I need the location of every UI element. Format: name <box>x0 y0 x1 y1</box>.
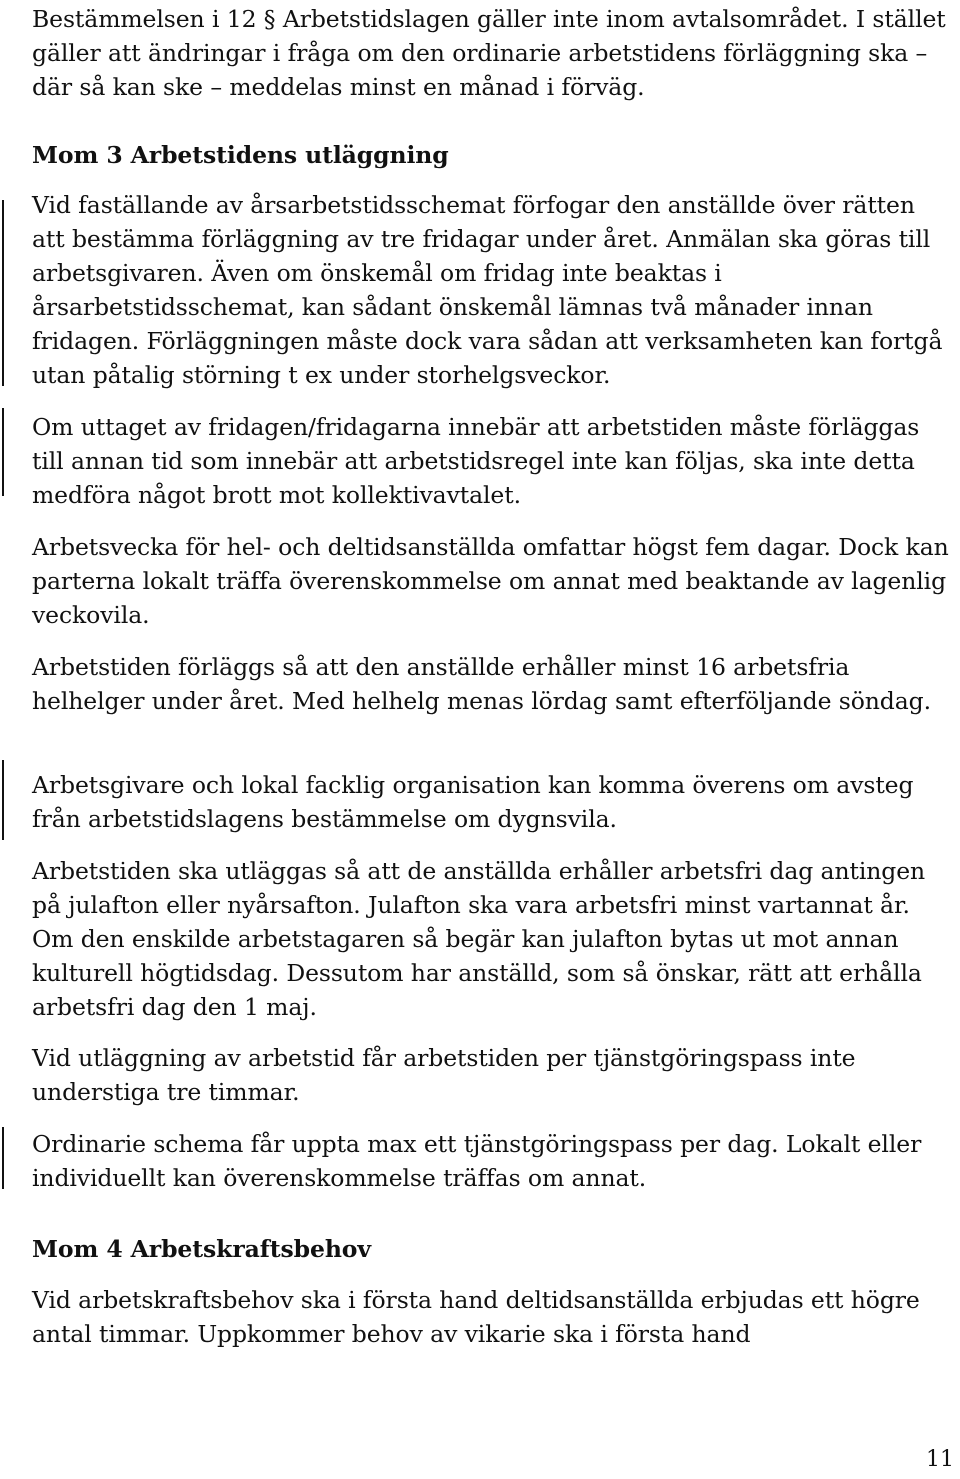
paragraph-arbetskraftsbehov: Vid arbetskraftsbehov ska i första hand deltidsanställda erbjudas ett högre antal timmar. Uppkommer behov av vikarie ska i första hand <box>32 1286 920 1348</box>
page-number: 11 <box>926 1447 954 1472</box>
change-bar <box>2 200 4 386</box>
paragraph-fridagar: Vid faställande av årsarbetstidsschemat förfogar den anställde över rätten att bestämma förläggning av tre fridagar under året. Anmälan ska göras till arbetsgivaren. Även om önskemål om fridag inte beaktas i årsarbetstidsschemat, kan sådant önskemål lämnas två månader innan fridagen. Förläggningen måste dock vara sådan att verksamheten kan fortgå utan påtalig störning t ex under storhelgsveckor. <box>32 191 943 389</box>
paragraph-tjanstgoringspass: Vid utläggning av arbetstid får arbetstiden per tjänstgöringspass inte understiga tre timmar. <box>32 1044 856 1106</box>
heading-mom-3: Mom 3 Arbetstidens utläggning <box>32 141 449 169</box>
change-bar <box>2 408 4 496</box>
paragraph-arbetstidslagen: Bestämmelsen i 12 § Arbetstidslagen gäller inte inom avtalsområdet. I stället gäller att ändringar i fråga om den ordinarie arbetstidens förläggning ska – där så kan ske – meddelas minst en månad i förväg. <box>32 5 946 101</box>
paragraph-ordinarie-schema: Ordinarie schema får uppta max ett tjänstgöringspass per dag. Lokalt eller individuellt kan överenskommelse träffas om annat. <box>32 1130 922 1192</box>
change-bar <box>2 760 4 840</box>
paragraph-arbetsvecka: Arbetsvecka för hel- och deltidsanställda omfattar högst fem dagar. Dock kan parterna lokalt träffa överenskommelse om annat med beaktande av lagenlig veckovila. <box>32 533 949 629</box>
change-bar <box>2 1127 4 1189</box>
paragraph-julafton: Arbetstiden ska utläggas så att de anställda erhåller arbetsfri dag antingen på julafton eller nyårsafton. Julafton ska vara arbetsfri minst vartannat år. Om den enskilde arbetstagaren så begär kan julafton bytas ut mot annan kulturell högtidsdag. Dessutom har anställd, som så önskar, rätt att erhålla arbetsfri dag den 1 maj. <box>32 857 926 1021</box>
paragraph-dygnsvila: Arbetsgivare och lokal facklig organisation kan komma överens om avsteg från arbetstidslagens bestämmelse om dygnsvila. <box>32 771 914 833</box>
paragraph-uttag-fridagar: Om uttaget av fridagen/fridagarna innebär att arbetstiden måste förläggas till annan tid som innebär att arbetstidsregel inte kan följas, ska inte detta medföra något brott mot kollektivavtalet. <box>32 413 920 509</box>
heading-mom-4: Mom 4 Arbetskraftsbehov <box>32 1235 371 1263</box>
paragraph-helhelger: Arbetstiden förläggs så att den anställde erhåller minst 16 arbetsfria helhelger under året. Med helhelg menas lördag samt efterföljande söndag. <box>32 653 931 715</box>
